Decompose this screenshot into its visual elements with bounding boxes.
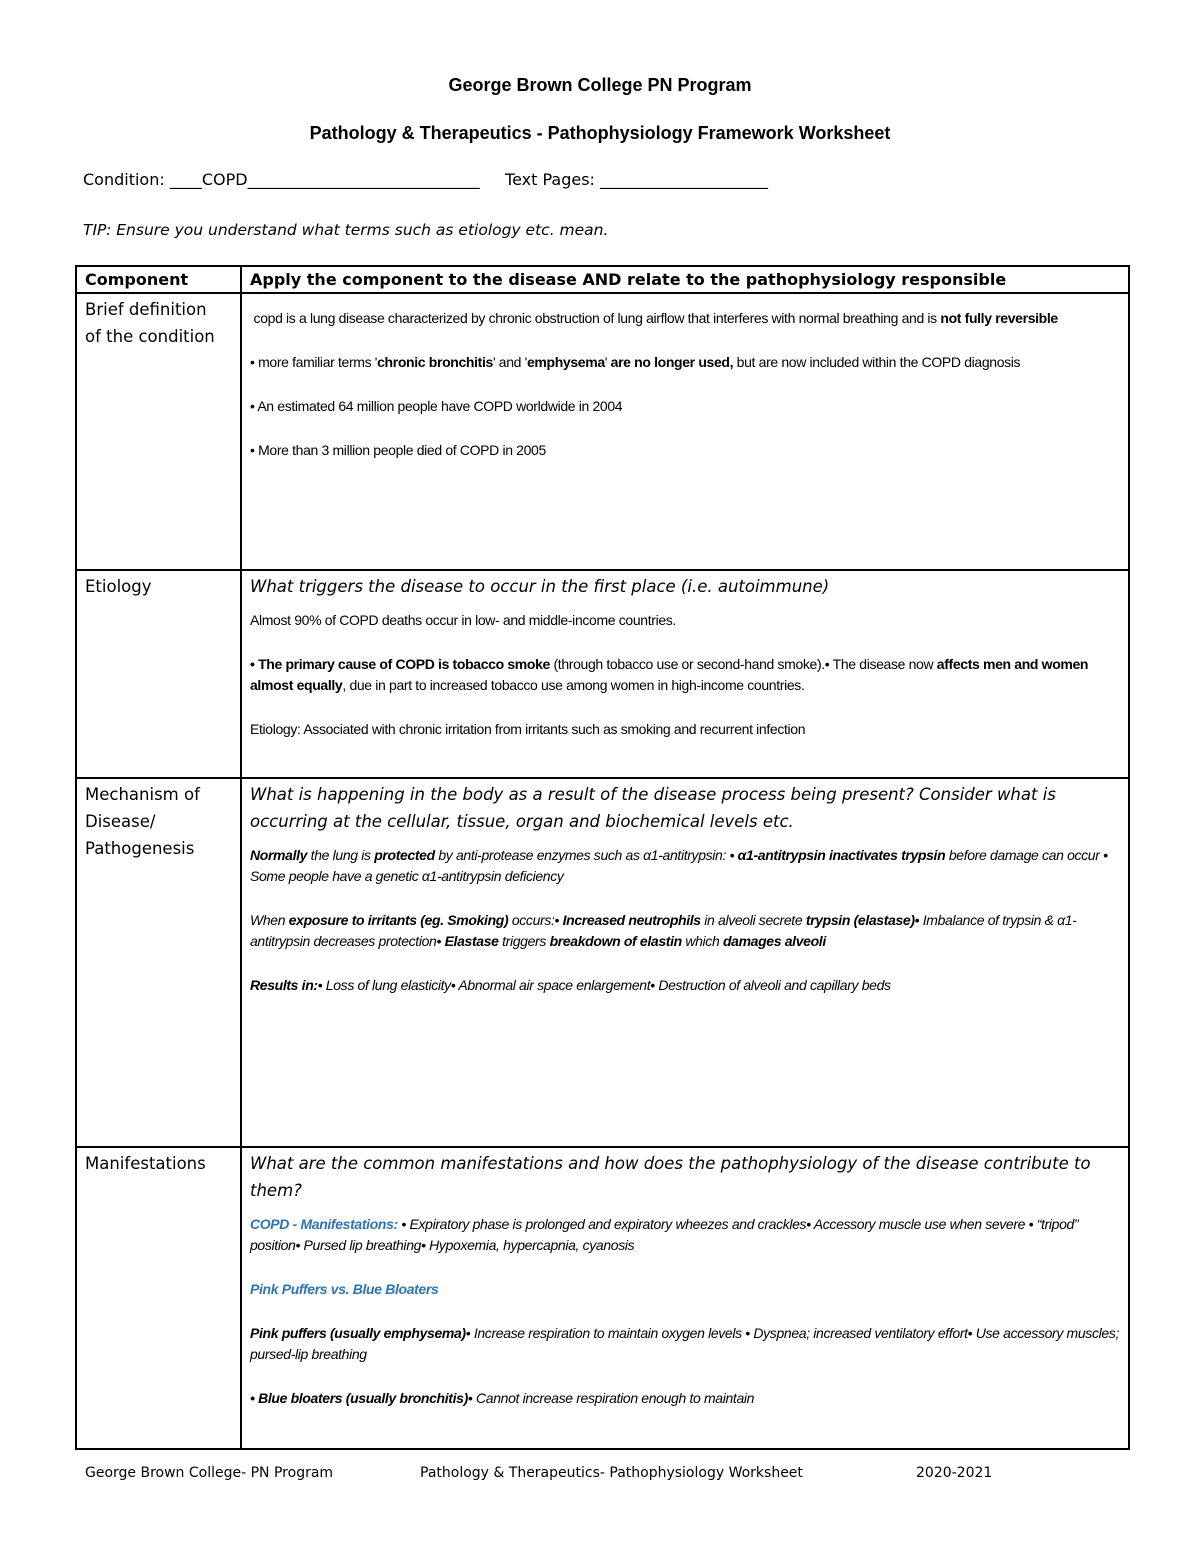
manifestations-paragraph: COPD - Manifestations: • Expiratory phase is prolonged and expiratory wheezes and crackles• Accessory muscle use when severe • “tripod” position• Pursed lip breathing• Hypoxemia, hypercapnia, cyanosis [250,1216,1079,1253]
definition-label: Brief definition of the condition [76,293,241,570]
mechanism-label: Mechanism of Disease/ Pathogenesis [76,778,241,1147]
definition-paragraph: copd is a lung disease characterized by chronic obstruction of lung airflow that interferes with normal breathing and is not fully reversible [253,310,1058,326]
text-pages-label: Text Pages: [505,170,595,189]
footer-center: Pathology & Therapeutics- Pathophysiology Worksheet [420,1465,803,1481]
component-column-header: Component [76,266,241,293]
manifestations-prompt: What are the common manifestations and how does the pathophysiology of the disease contribute to them? [250,1154,1091,1200]
condition-label: Condition: [83,170,165,189]
definition-row [76,293,1129,570]
etiology-paragraph: • The primary cause of COPD is tobacco smoke (through tobacco use or second-hand smoke).• The disease now affects men and women almost equally, due in part to increased tobacco use among women in high-income countries. [250,656,1089,693]
mechanism-paragraph: Results in:• Loss of lung elasticity• Abnormal air space enlargement• Destruction of alveoli and capillary beds [250,977,891,993]
manifestations-content [241,1147,1129,1449]
table-header-row [76,266,1129,293]
framework-table [75,265,1130,1450]
mechanism-paragraph: Normally the lung is protected by anti-protease enzymes such as α1-antitrypsin: • α1-antitrypsin inactivates trypsin before damage can occur • Some people have a genetic α1-antitrypsin deficiency [250,847,1108,884]
mechanism-paragraph: When exposure to irritants (eg. Smoking) occurs:• Increased neutrophils in alveoli secrete trypsin (elastase)• Imbalance of trypsin & α1-antitrypsin decreases protection• Elastase triggers breakdown of elastin which damages alveoli [250,912,1077,949]
etiology-label: Etiology [76,570,241,778]
etiology-paragraph: Almost 90% of COPD deaths occur in low- and middle-income countries. [250,612,676,628]
definition-paragraph: • An estimated 64 million people have COPD worldwide in 2004 [250,398,623,414]
definition-paragraph: • More than 3 million people died of COPD in 2005 [250,442,546,458]
apply-column-header: Apply the component to the disease AND relate to the pathophysiology responsible [241,266,1129,293]
manifestations-label: Manifestations [76,1147,241,1449]
manifestations-subheading: Pink Puffers vs. Blue Bloaters [250,1281,439,1297]
tip-text: TIP: Ensure you understand what terms such as etiology etc. mean. [83,221,609,239]
document-subtitle: Pathology & Therapeutics - Pathophysiology Framework Worksheet [309,123,891,143]
etiology-prompt: What triggers the disease to occur in the first place (i.e. autoimmune) [250,577,830,596]
footer-right: 2020-2021 [916,1465,993,1481]
manifestations-paragraph: • Blue bloaters (usually bronchitis)• Cannot increase respiration enough to maintain [250,1390,755,1406]
mechanism-prompt: What is happening in the body as a result of the disease process being present? Consider what is occurring at the cellular, tissue, organ and biochemical levels etc. [250,785,1056,831]
etiology-paragraph: Etiology: Associated with chronic irritation from irritants such as smoking and recurrent infection [250,721,806,737]
definition-content [241,293,1129,570]
manifestations-row [76,1147,1129,1449]
footer-left: George Brown College- PN Program [85,1465,334,1481]
condition-line: Condition: ____COPD_____________________________ Text Pages: _____________________ [83,170,769,189]
condition-value: COPD [201,170,248,189]
manifestations-paragraph: Pink puffers (usually emphysema)• Increase respiration to maintain oxygen levels • Dyspnea; increased ventilatory effort• Use accessory muscles; pursed-lip breathing [250,1325,1119,1362]
document-title: George Brown College PN Program [448,75,752,95]
definition-paragraph: • more familiar terms 'chronic bronchitis' and 'emphysema' are no longer used, but are now included within the COPD diagnosis [250,354,1021,370]
etiology-row [76,570,1129,778]
mechanism-content [241,778,1129,1147]
etiology-content [241,570,1129,778]
mechanism-row [76,778,1129,1147]
